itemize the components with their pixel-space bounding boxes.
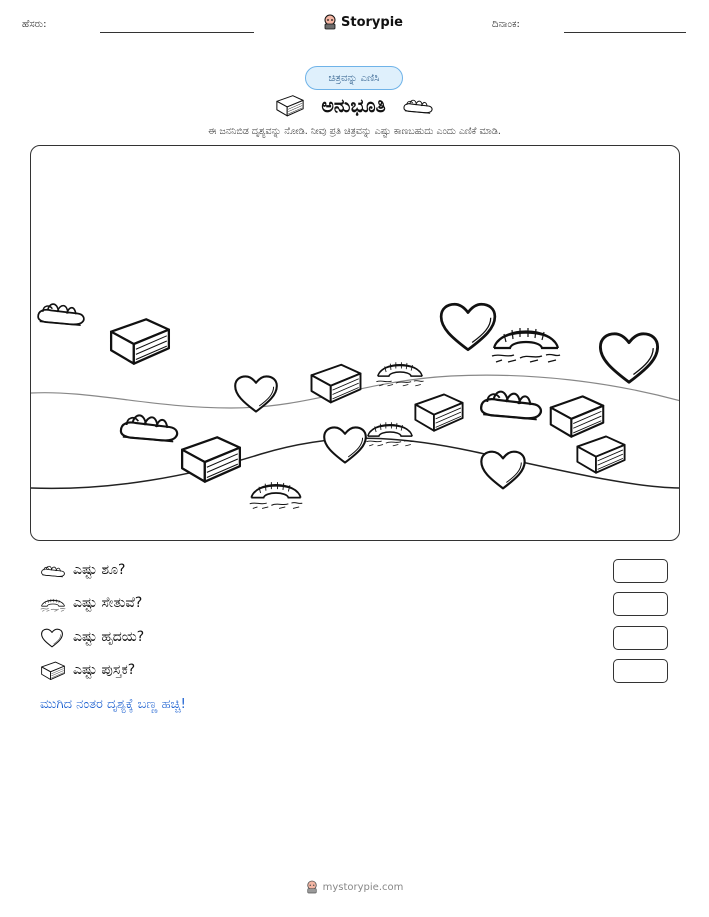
scene-book-5 — [551, 396, 604, 436]
answer-box-bridge[interactable] — [613, 592, 668, 616]
instruction-text: ಈ ಜನನಿಬಿಡ ದೃಶ್ಯವನ್ನು ನೋಡಿ. ನೀವು ಪ್ರತಿ ಚಿತ್ರವನ್ನು ಎಷ್ಟು ಕಾಣಬಹುದು ಎಂದು ಎಣಿಕೆ ಮಾಡಿ. — [208, 126, 501, 137]
scene-book-2 — [312, 365, 361, 403]
scene-sandal-2 — [121, 415, 177, 441]
question-text: ಎಷ್ಟು ಹೃದಯ? — [73, 629, 145, 645]
date-label: ದಿನಾಂಕ: — [492, 19, 520, 30]
scene-book-3 — [182, 437, 240, 481]
counting-scene — [30, 145, 680, 541]
scene-heart-2 — [600, 334, 657, 382]
scene-bridge-4 — [250, 482, 303, 508]
answer-box-shoe[interactable] — [613, 559, 668, 583]
question-text: ಎಷ್ಟು ಸೇತುವೆ? — [73, 595, 143, 611]
question-text: ಎಷ್ಟು ಶೂ? — [73, 562, 126, 578]
coloring-note: ಮುಗಿದ ನಂತರ ದೃಶ್ಯಕ್ಕೆ ಬಣ್ಣ ಹಚ್ಚಿ! — [40, 697, 186, 712]
scene-drawing — [31, 146, 680, 541]
scene-bridge-3 — [366, 422, 413, 446]
scene-book-6 — [577, 436, 624, 472]
sandal-icon — [40, 561, 66, 581]
scene-heart-1 — [441, 304, 495, 349]
bridge-icon — [40, 594, 66, 614]
title-row — [0, 92, 709, 120]
name-line[interactable] — [100, 32, 254, 33]
scene-sandal-1 — [38, 304, 84, 325]
scene-heart-4 — [324, 427, 366, 462]
date-line[interactable] — [564, 32, 686, 33]
name-label: ಹೆಸರು: — [22, 19, 47, 30]
brand-name: Storypie — [341, 14, 403, 30]
question-row-bridge — [40, 592, 680, 618]
scene-heart-5 — [481, 452, 524, 489]
question-row-shoe — [40, 559, 680, 585]
brand-logo — [323, 14, 403, 30]
question-row-heart — [40, 626, 680, 652]
book-icon — [275, 94, 305, 118]
question-text: ಎಷ್ಟು ಪುಸ್ತಕ? — [73, 662, 136, 678]
storypie-mascot-icon — [306, 880, 318, 894]
scene-bridge-1 — [492, 328, 560, 362]
scene-book-1 — [111, 319, 169, 363]
storypie-mascot-icon — [323, 14, 337, 30]
answer-box-book[interactable] — [613, 659, 668, 683]
site-url[interactable]: mystorypie.com — [322, 881, 404, 893]
book-icon — [40, 661, 66, 681]
activity-pill: ಚಿತ್ರವನ್ನು ಎಣಿಸಿ — [305, 66, 403, 90]
answer-box-heart[interactable] — [613, 626, 668, 650]
page-title: ಅನುಭೂತಿ — [321, 95, 386, 117]
heart-icon — [40, 628, 64, 648]
scene-bridge-2 — [376, 362, 423, 386]
scene-book-4 — [415, 394, 462, 430]
sandal-icon — [402, 95, 434, 117]
site-footer — [0, 880, 709, 894]
question-row-book — [40, 659, 680, 685]
scene-sandal-3 — [481, 392, 541, 420]
